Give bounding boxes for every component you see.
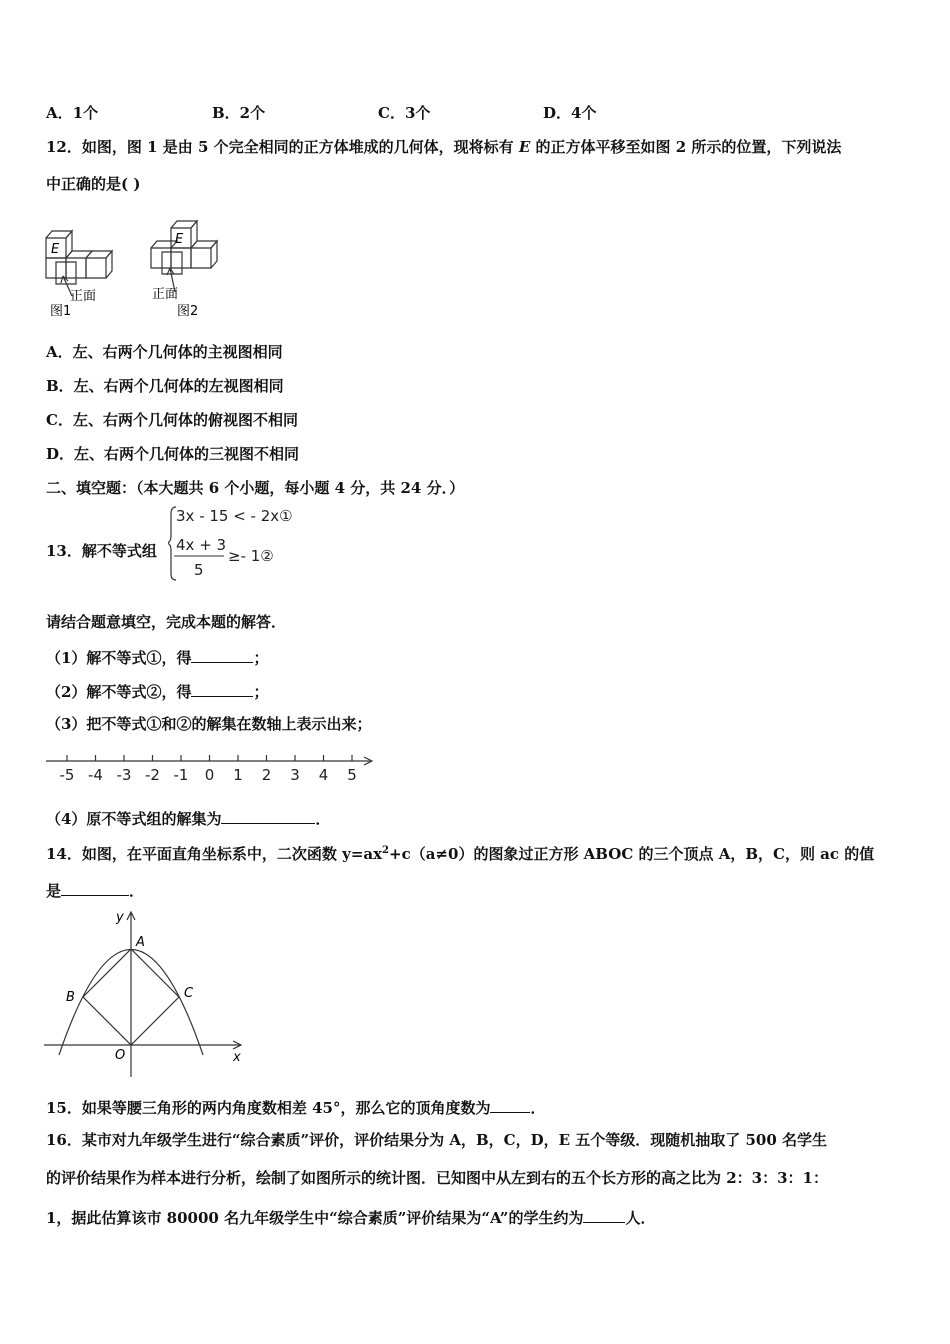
q16-line3: 1，据此估算该市 80000 名九年级学生中“综合素质”评价结果为“A”的学生约为 人． xyxy=(46,1206,655,1228)
figure1-front-label: 正面 xyxy=(70,289,97,304)
number-line-label: -3 xyxy=(116,766,132,784)
q11-option-b: B．2个 xyxy=(212,104,266,122)
number-line-label: -2 xyxy=(145,766,160,784)
q11-option-a: A．1个 xyxy=(46,104,99,122)
number-line-label: 5 xyxy=(347,766,357,784)
q16-line2: 的评价结果作为样本进行分析，绘制了如图所示的统计图．已知图中从左到右的五个长方形的高之比为 2：3：3：1： xyxy=(46,1169,828,1187)
q14-parabola-graph xyxy=(40,905,250,1080)
figure2-caption: 图2 xyxy=(177,304,199,319)
section2-heading: 二、填空题：（本大题共 6 个小题，每小题 4 分，共 24 分．） xyxy=(46,479,465,497)
q14-question-line2: 是 ． xyxy=(46,879,144,901)
inequality-2-rest: ≥- 1② xyxy=(228,547,274,565)
answer-blank[interactable] xyxy=(191,680,253,697)
x-axis-label: x xyxy=(233,1050,241,1065)
answer-blank[interactable] xyxy=(583,1206,625,1223)
number-line-label: -4 xyxy=(88,766,103,784)
number-line-label: 3 xyxy=(290,766,300,784)
inequality-2-numerator: 4x + 3 xyxy=(176,536,227,554)
figure1-face-label: E xyxy=(51,242,60,257)
number-line-label: -1 xyxy=(173,766,189,784)
q13-inequality-system xyxy=(168,504,308,582)
y-axis-label: y xyxy=(116,910,124,925)
q13-label: 13．解不等式组 xyxy=(46,542,157,560)
inequality-2-denominator: 5 xyxy=(194,561,204,579)
q15-question: 15．如果等腰三角形的两内角度数相差 45°，那么它的顶角度数为 ． xyxy=(46,1096,546,1118)
origin-label: O xyxy=(115,1048,126,1063)
figure1-caption: 图1 xyxy=(50,304,72,319)
figure2-face-label: E xyxy=(175,232,184,247)
q12-cube-figures xyxy=(42,214,232,320)
answer-blank[interactable] xyxy=(191,646,253,663)
q13-step2: （2）解不等式②，得 ； xyxy=(46,680,268,702)
figure2-front-label: 正面 xyxy=(152,287,179,302)
q13-instruction: 请结合题意填空，完成本题的解答． xyxy=(46,613,287,631)
q11-option-c: C．3个 xyxy=(378,104,431,122)
q16-line1: 16．某市对九年级学生进行“综合素质”评价，评价结果分为 A，B，C，D，E 五个等级．现随机抽取了 500 名学生 xyxy=(46,1131,828,1149)
number-line-label: 4 xyxy=(318,766,329,784)
q11-option-d: D．4个 xyxy=(543,104,597,122)
system-brace xyxy=(168,507,176,580)
q13-number-line xyxy=(44,750,376,786)
q14-question-line1: 14．如图，在平面直角坐标系中，二次函数 $y=ax^2+c(a\ne 0)$的图象过正方形 ABOC 的三个顶点 A，B，C，则 ac 的值 xyxy=(46,845,875,863)
answer-blank[interactable] xyxy=(221,807,315,824)
q12-option-d: D．左、右两个几何体的三视图不相同 xyxy=(46,445,300,463)
point-A-label: A xyxy=(136,935,145,950)
number-line-label: -5 xyxy=(59,766,75,784)
answer-blank[interactable] xyxy=(490,1096,530,1113)
q13-step3: （3）把不等式①和②的解集在数轴上表示出来； xyxy=(46,715,372,733)
point-B-label: B xyxy=(66,990,75,1005)
number-line-label: 0 xyxy=(204,766,215,784)
number-line-label: 2 xyxy=(261,766,272,784)
answer-blank[interactable] xyxy=(61,879,129,896)
q13-step4: （4）原不等式组的解集为 ． xyxy=(46,807,330,829)
q12-option-a: A．左、右两个几何体的主视图相同 xyxy=(46,343,283,361)
inequality-1: 3x - 15 < - 2x① xyxy=(176,507,293,525)
q12-option-c: C．左、右两个几何体的俯视图不相同 xyxy=(46,411,298,429)
q13-step1: （1）解不等式①，得 ； xyxy=(46,646,268,668)
q12-question-line2: 中正确的是( ) xyxy=(46,175,141,193)
q12-question-line1: 12．如图，图 1 是由 5 个完全相同的正方体堆成的几何体，现将标有 E 的正方体平移至如图 2 所示的位置，下列说法 xyxy=(46,138,842,156)
point-C-label: C xyxy=(184,986,194,1001)
q12-option-b: B．左、右两个几何体的左视图相同 xyxy=(46,377,284,395)
number-line-label: 1 xyxy=(233,766,243,784)
